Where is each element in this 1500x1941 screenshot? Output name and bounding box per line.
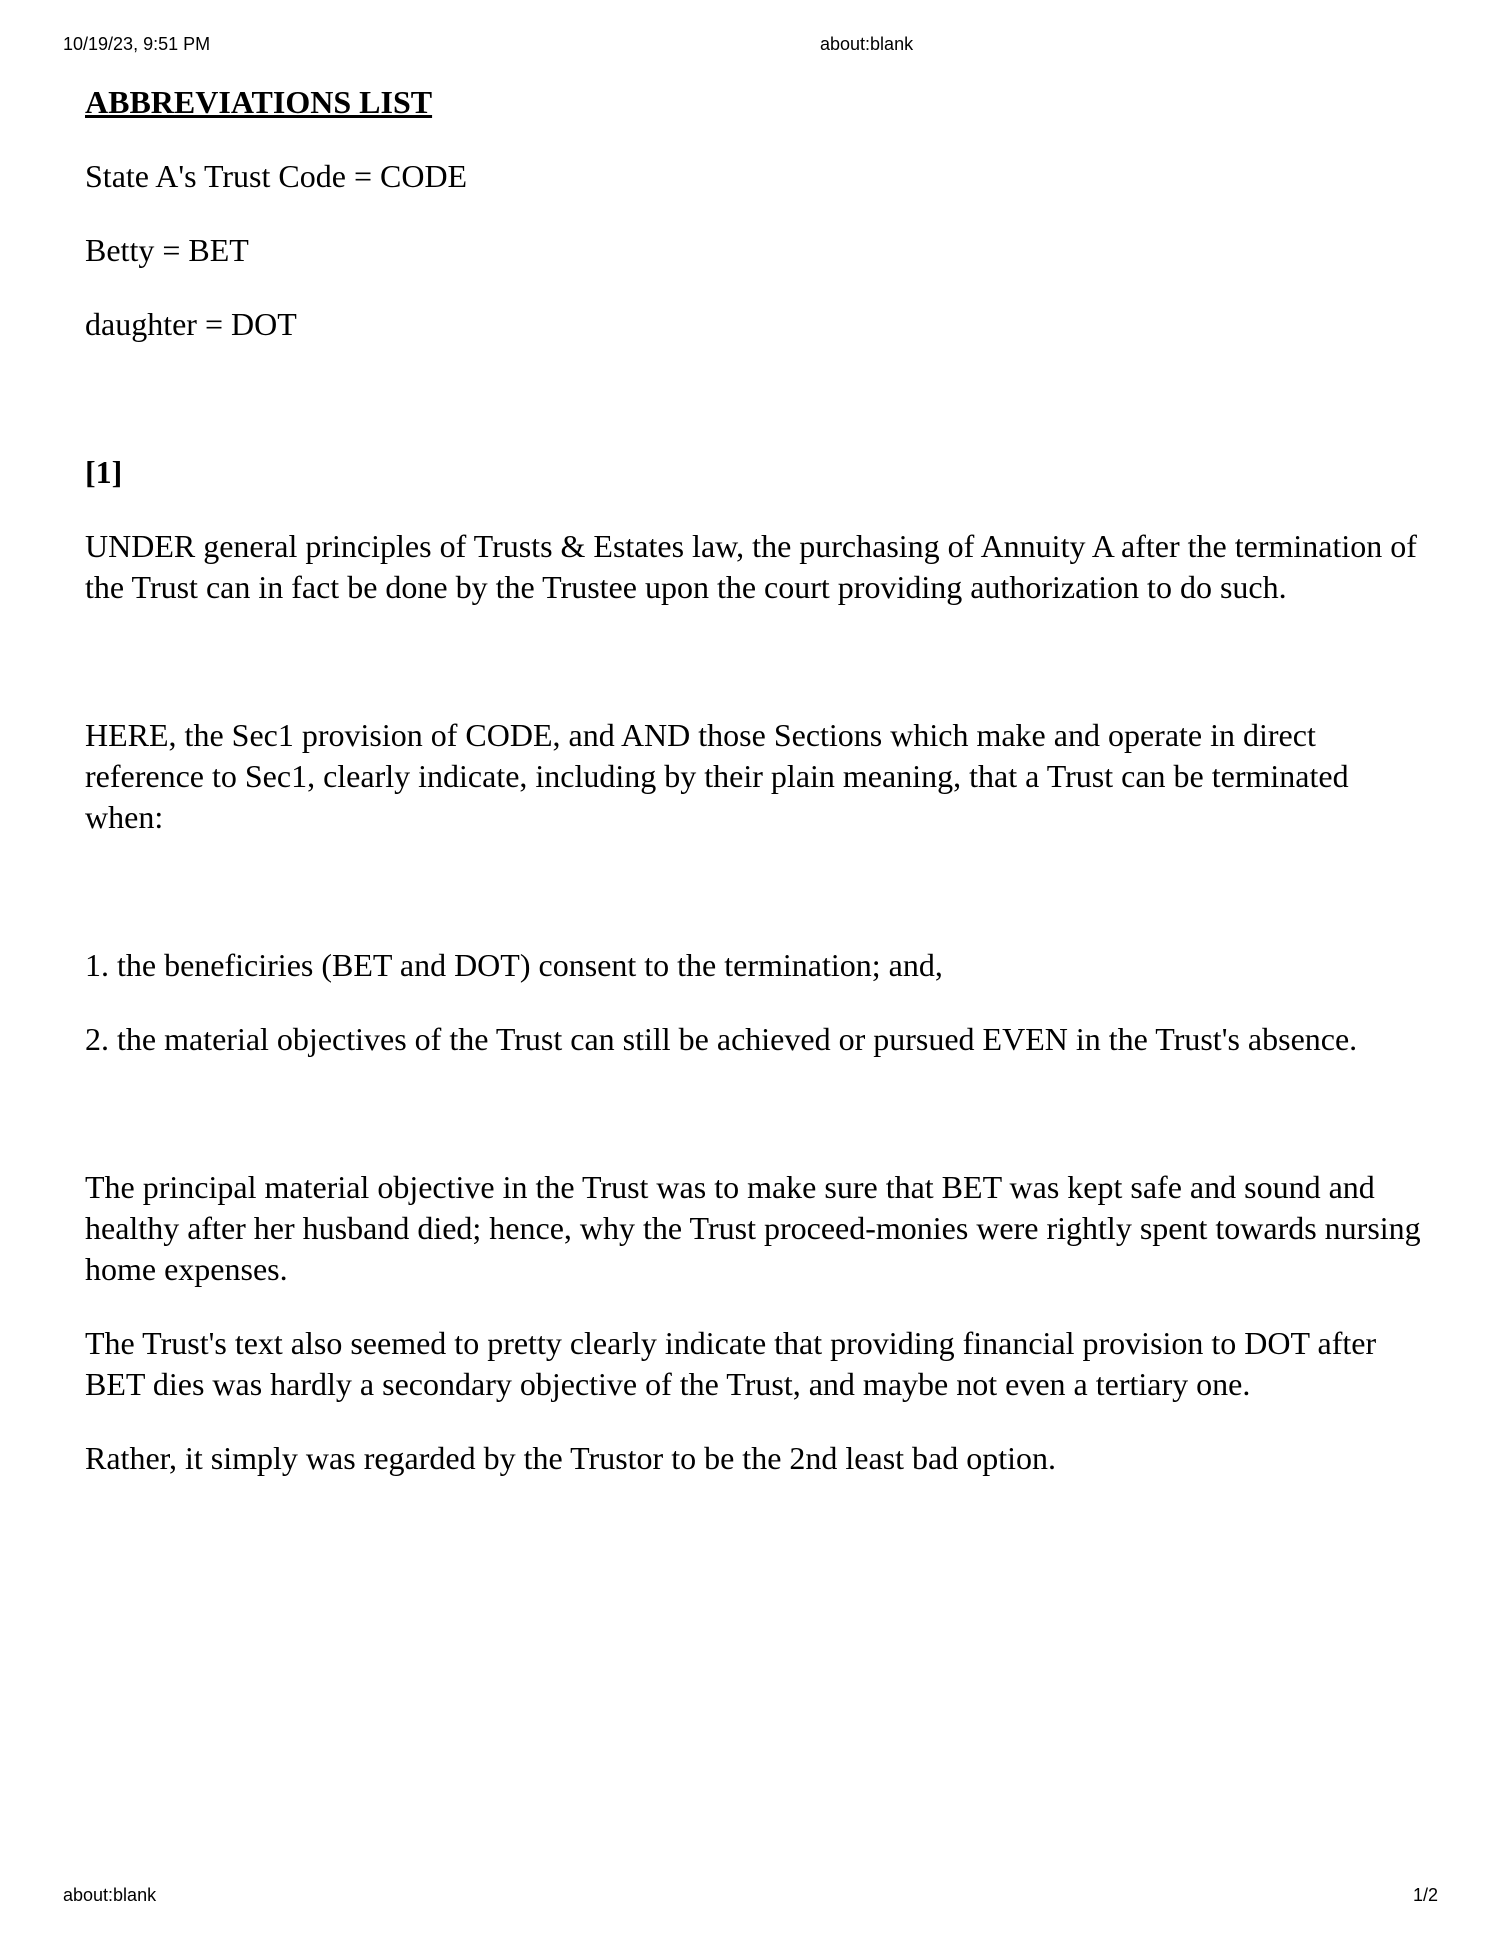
paragraph-trust-text: The Trust's text also seemed to pretty clearly indicate that providing financial provision to DOT after BET dies was hardly a secondary objective of the Trust, and maybe not even a tertiary one. bbox=[85, 1325, 1377, 1402]
paragraph-rather: Rather, it simply was regarded by the Trustor to be the 2nd least bad option. bbox=[85, 1440, 1057, 1476]
print-header bbox=[0, 34, 1500, 58]
print-page-title: about:blank bbox=[820, 34, 914, 54]
paragraph-here: HERE, the Sec1 provision of CODE, and AND those Sections which make and operate in direct reference to Sec1, clearly indicate, including by their plain meaning, that a Trust can be terminated when: bbox=[85, 717, 1349, 835]
document-body bbox=[85, 82, 1425, 1479]
condition-item-1: 1. the beneficiries (BET and DOT) consent to the termination; and, bbox=[85, 947, 943, 983]
print-footer bbox=[0, 1885, 1500, 1909]
section-label: [1] bbox=[85, 454, 123, 490]
abbreviation-item: daughter = DOT bbox=[85, 306, 297, 342]
page-number: 1/2 bbox=[1412, 1885, 1438, 1905]
paragraph-under: UNDER general principles of Trusts & Estates law, the purchasing of Annuity A after the termination of the Trust can in fact be done by the Trustee upon the court providing authorization to do such. bbox=[85, 528, 1417, 605]
paragraph-principal-objective: The principal material objective in the Trust was to make sure that BET was kept safe and sound and healthy after her husband died; hence, why the Trust proceed-monies were rightly spent towards nursing home expenses. bbox=[85, 1169, 1421, 1287]
abbreviation-item: Betty = BET bbox=[85, 232, 249, 268]
abbreviation-item: State A's Trust Code = CODE bbox=[85, 158, 468, 194]
print-datetime: 10/19/23, 9:51 PM bbox=[63, 34, 211, 54]
document-title: ABBREVIATIONS LIST bbox=[85, 84, 433, 120]
condition-item-2: 2. the material objectives of the Trust can still be achieved or pursued EVEN in the Trust's absence. bbox=[85, 1021, 1358, 1057]
print-url: about:blank bbox=[63, 1885, 157, 1905]
